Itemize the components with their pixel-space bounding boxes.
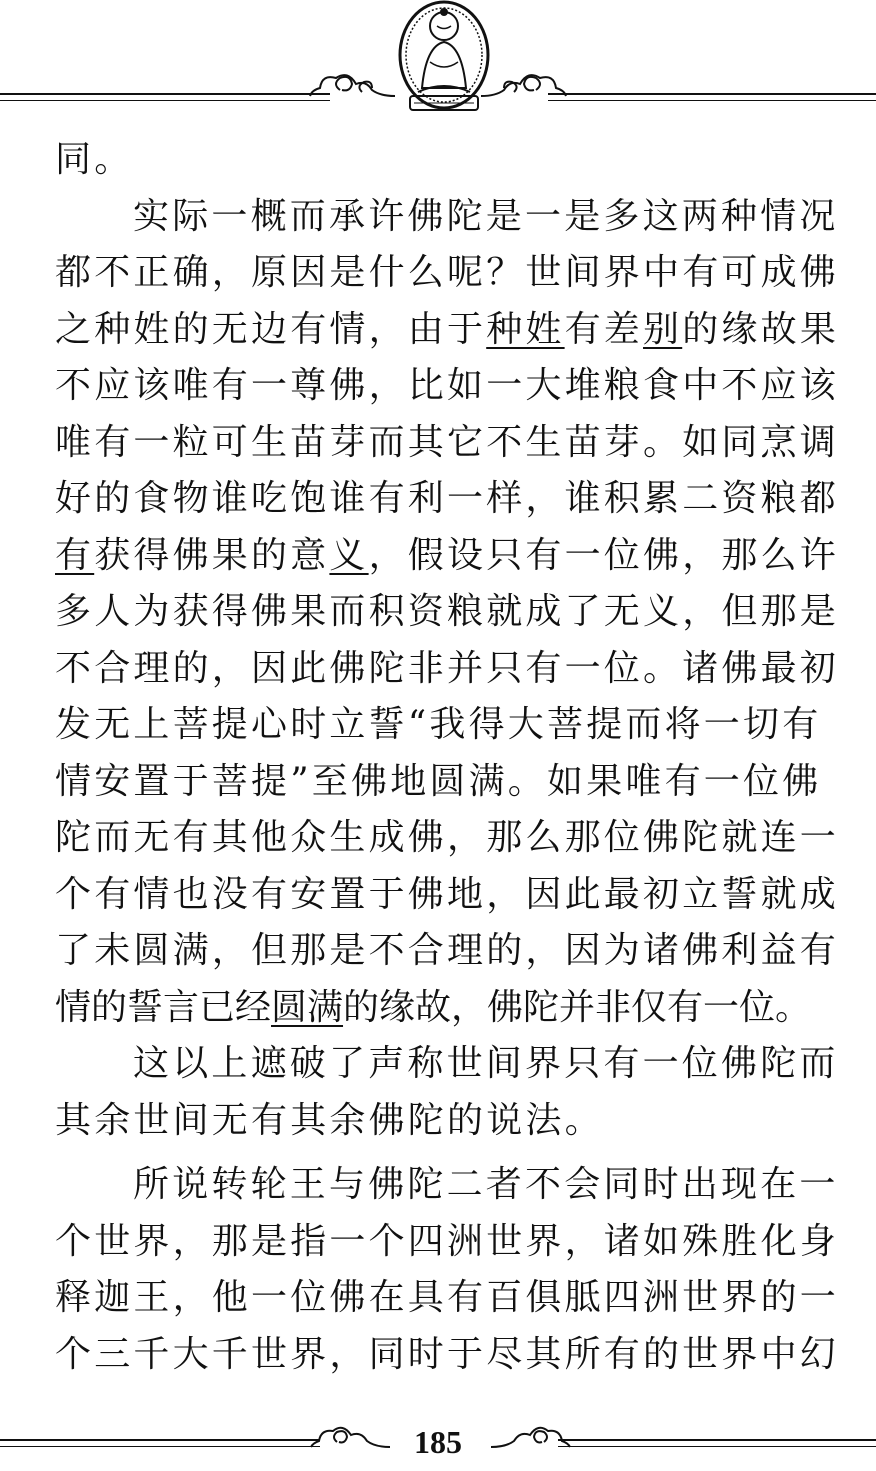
text-line: 发无上菩提心时立誓“我得大菩提而将一切有 [55, 704, 822, 745]
text-line: 了未圆满，但那是不合理的，因为诸佛利益有 [55, 930, 840, 971]
text-line: 所说转轮王与佛陀二者不会同时出现在一 [133, 1164, 839, 1205]
underlined-term: 种姓 [486, 308, 565, 350]
text-line: 情安置于菩提”至佛地圆满。如果唯有一位佛 [55, 760, 822, 802]
header-rule-left [0, 93, 330, 95]
cloud-scroll-icon [486, 1417, 576, 1457]
header-rule-right-thin [548, 100, 876, 101]
buddha-emblem-icon [396, 0, 492, 116]
text-line: 陀而无有其他众生成佛，那么那位佛陀就连一 [55, 817, 840, 858]
text-line: 不应该唯有一尊佛，比如一大堆粮食中不应该 [55, 365, 840, 406]
text-line: 个世界，那是指一个四洲世界，诸如殊胜化身 [55, 1220, 840, 1262]
text-line: 都不正确，原因是什么呢？世间界中有可成佛 [55, 252, 840, 293]
underlined-term: 有 [55, 534, 95, 576]
footer-rule-right [558, 1439, 876, 1441]
footer-rule-left [0, 1439, 320, 1441]
main-text [55, 132, 845, 1383]
text-line: 有获得佛果的意义，假设只有一位佛，那么许 [55, 534, 840, 576]
header-rule-right [548, 93, 876, 95]
text-line: 同。 [55, 139, 134, 180]
text-line: 情的誓言已经圆满的缘故，佛陀并非仅有一位。 [55, 986, 812, 1028]
footer-rule-left-thin [0, 1446, 320, 1447]
underlined-term: 别 [643, 308, 683, 350]
text-line: 多人为获得佛果而积资粮就成了无义，但那是 [55, 591, 840, 632]
page-header [0, 0, 876, 120]
text-line: 实际一概而承许佛陀是一是多这两种情况 [133, 195, 839, 237]
cloud-scroll-icon [305, 1417, 395, 1457]
text-line: 好的食物谁吃饱谁有利一样，谁积累二资粮都 [55, 478, 840, 519]
text-line: 其余世间无有其余佛陀的说法。 [55, 1099, 604, 1141]
footer-rule-right-thin [558, 1446, 876, 1447]
text-line: 个有情也没有安置于佛地，因此最初立誓就成 [55, 873, 840, 915]
header-rule-left-thin [0, 100, 330, 101]
text-line: 释迦王，他一位佛在具有百俱胝四洲世界的一 [55, 1277, 840, 1318]
underlined-term: 圆满 [271, 986, 344, 1028]
text-line: 这以上遮破了声称世间界只有一位佛陀而 [133, 1043, 839, 1084]
underlined-term: 义 [329, 534, 369, 576]
cloud-scroll-icon [300, 60, 400, 106]
text-line: 个三千大千世界，同时于尽其所有的世界中幻 [55, 1333, 840, 1375]
text-line: 不合理的，因此佛陀非并只有一位。诸佛最初 [55, 647, 840, 689]
text-line: 之种姓的无边有情，由于种姓有差别的缘故果 [55, 308, 840, 350]
text-line: 唯有一粒可生苗芽而其它不生苗芽。如同烹调 [55, 421, 840, 463]
page-number: 185 [414, 1424, 462, 1460]
